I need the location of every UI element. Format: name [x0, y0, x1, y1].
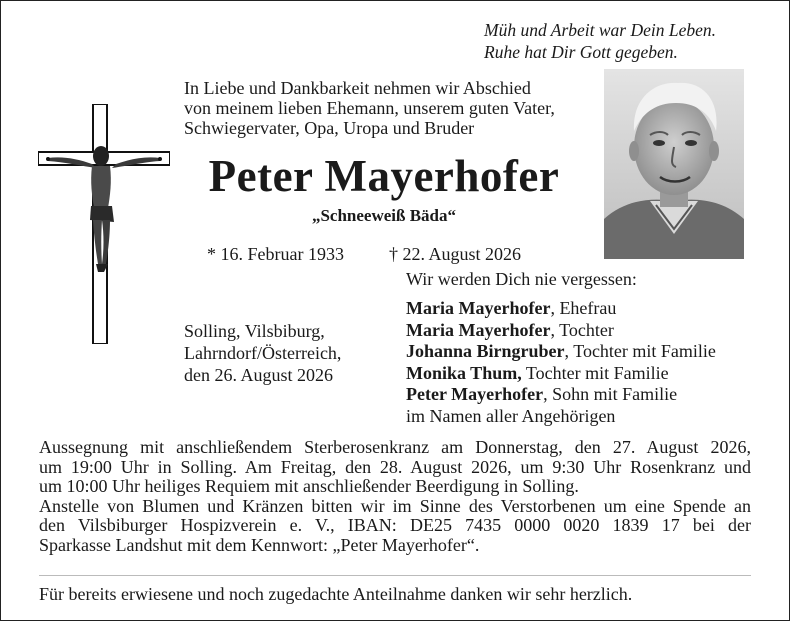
mourner-name: Monika Thum, [406, 362, 522, 383]
funeral-line: um 10:00 Uhr heiliges Requiem mit anschließender Beerdigung in Solling. [39, 476, 579, 497]
motto [484, 19, 744, 63]
mourner-item [406, 341, 716, 363]
motto-line: Müh und Arbeit war Dein Leben. [484, 20, 717, 40]
death-date: † 22. August 2026 [389, 244, 522, 264]
deceased-name: Peter Mayerhofer [208, 151, 560, 201]
intro-line: In Liebe und Dankbarkeit nehmen wir Abschied [184, 78, 531, 98]
birth-date: * 16. Februar 1933 [207, 244, 344, 264]
portrait-photo [604, 69, 744, 259]
intro-text [184, 78, 588, 138]
divider [39, 575, 751, 576]
mourner-name: Peter Mayerhofer [406, 384, 544, 404]
place-line: Lahrndorf/Österreich, [184, 343, 342, 363]
mourner-relation: , Tochter mit Familie [564, 341, 716, 361]
intro-line: von meinem lieben Ehemann, unserem guten Vater, [184, 98, 555, 118]
deceased-nickname: „Schneeweiß Bäda“ [311, 206, 457, 225]
mourner-item [406, 384, 716, 406]
funeral-line: Anstelle von Blumen und Kränzen bitten wir im Sinne des Verstorbenen um eine Spende an [39, 495, 751, 516]
place-and-date [184, 320, 341, 386]
mourner-item [406, 363, 716, 385]
motto-line: Ruhe hat Dir Gott gegeben. [484, 42, 678, 62]
place-line: Solling, Vilsbiburg, [184, 321, 325, 341]
mourner-name: Maria Mayerhofer [406, 319, 551, 340]
mourner-relation: , Ehefrau [550, 298, 617, 318]
mourner-item [406, 320, 716, 342]
funeral-line: den Vilsbiburger Hospizverein e. V., IBAN: DE25 7435 0000 0020 1839 17 bei der [39, 515, 751, 536]
mourner-name: Johanna Birngruber [406, 341, 565, 361]
mourner-item [406, 298, 716, 320]
mourner-relation: , Tochter [550, 319, 614, 340]
funeral-line: Aussegnung mit anschließendem Sterberosenkranz am Donnerstag, den 27. August 2026, [39, 437, 751, 457]
mourners-footer: im Namen aller Angehörigen [406, 405, 616, 426]
mourners-list [406, 298, 716, 427]
funeral-details [39, 438, 751, 556]
mourner-name: Maria Mayerhofer [406, 298, 551, 318]
mourner-relation: Tochter mit Familie [521, 362, 669, 383]
mourner-relation: , Sohn mit Familie [543, 384, 678, 404]
funeral-line: um 19:00 Uhr in Solling. Am Freitag, den 28. August 2026, um 9:30 Uhr Rosenkranz und [39, 456, 751, 477]
remembrance-line: Wir werden Dich nie vergessen: [406, 269, 637, 289]
place-line: den 26. August 2026 [184, 365, 334, 385]
thanks-line: Für bereits erwiesene und noch zugedachte Anteilnahme danken wir sehr herzlich. [39, 584, 633, 604]
intro-line: Schwiegervater, Opa, Uropa und Bruder [184, 118, 475, 138]
funeral-line: Sparkasse Landshut mit dem Kennwort: „Peter Mayerhofer“. [39, 534, 480, 555]
